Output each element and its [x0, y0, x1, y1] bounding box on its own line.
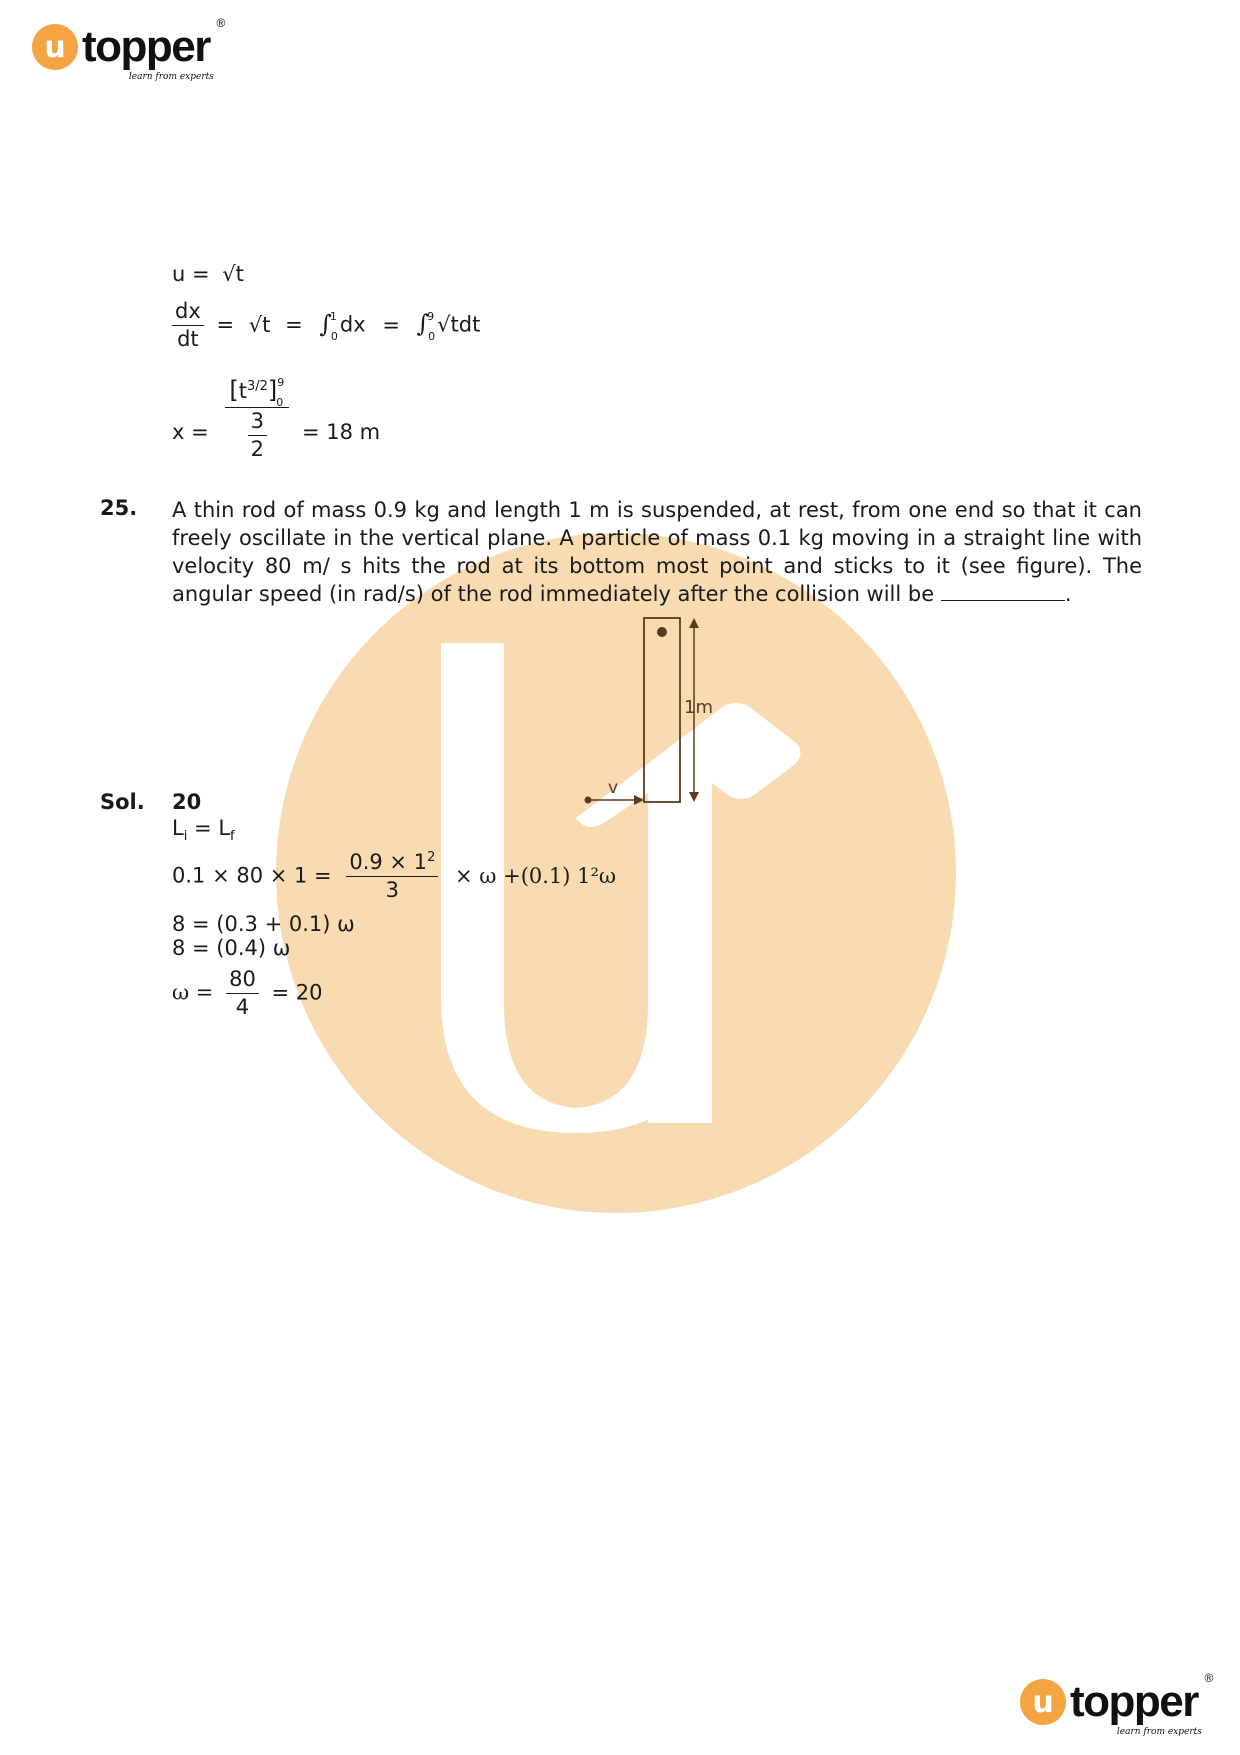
- logo-badge: u: [1020, 1679, 1066, 1725]
- solution-line-5: ω = $\frac{80}{4}$ = 20: [172, 967, 323, 1020]
- solution-line-2: 0.1 × 80 × 1 = $\frac{0.9 \times 1^2}{3}$ × ω +(0.1) 1²ω: [172, 850, 617, 903]
- logo-tagline: learn from experts: [1116, 1727, 1202, 1737]
- logo-tagline: learn from experts: [128, 72, 214, 82]
- solution-line-4: 8 = (0.4) ω: [172, 936, 291, 960]
- derivation-line-3: x = $\frac{[t^{3/2}]^9_0}{\frac{3}{2}}$ = 18 m: [172, 373, 380, 462]
- answer-blank: [941, 599, 1065, 601]
- question-number: 25.: [100, 496, 138, 520]
- velocity-label: v: [608, 778, 619, 798]
- dx-dt-fraction: $\frac{dx}{dt}$: [172, 300, 204, 351]
- velocity-arrow-head: [634, 795, 644, 805]
- integral-sign: ∫: [416, 309, 430, 338]
- arrow-head-down: [689, 792, 699, 802]
- logo-wordmark: topper ® learn from experts: [82, 16, 224, 82]
- x-fraction: $\frac{[t^{3/2}]^9_0}{\frac{3}{2}}$: [225, 373, 289, 462]
- inertia-fraction: $\frac{0.9 \times 1^2}{3}$: [346, 851, 438, 902]
- logo-badge: u: [32, 24, 78, 70]
- question-text: A thin rod of mass 0.9 kg and length 1 m is suspended, at rest, from one end so that it can freely oscillate in the vertical plane. A particle of mass 0.1 kg moving in a straight line with velocity 80 m/ s hits the rod at its bottom most point and sticks to it (see figure). The angular speed (in rad/s) of the rod immediately after the collision will be .: [172, 498, 1142, 606]
- logo-wordmark: topper ® learn from experts: [1070, 1671, 1212, 1737]
- rod: [644, 618, 680, 802]
- pivot-point: [657, 627, 667, 637]
- solution-answer: 20: [172, 790, 202, 814]
- derivation-line-2: $\frac{dx}{dt}$ = √t = ∫$^1_0$dx = ∫$^9_0$√tdt: [172, 300, 480, 351]
- rod-figure: [580, 612, 740, 812]
- derivation-line-1: u = √t: [172, 262, 244, 286]
- omega-fraction: $\frac{80}{4}$: [226, 968, 259, 1019]
- solution-label: Sol.: [100, 790, 145, 814]
- solution-line-1: $L_i = L_f$: [172, 816, 235, 845]
- arrow-head-up: [689, 618, 699, 628]
- solution-line-3: 8 = (0.3 + 0.1) ω: [172, 912, 355, 936]
- length-label: 1m: [684, 697, 713, 718]
- integral-sign: ∫: [319, 309, 332, 338]
